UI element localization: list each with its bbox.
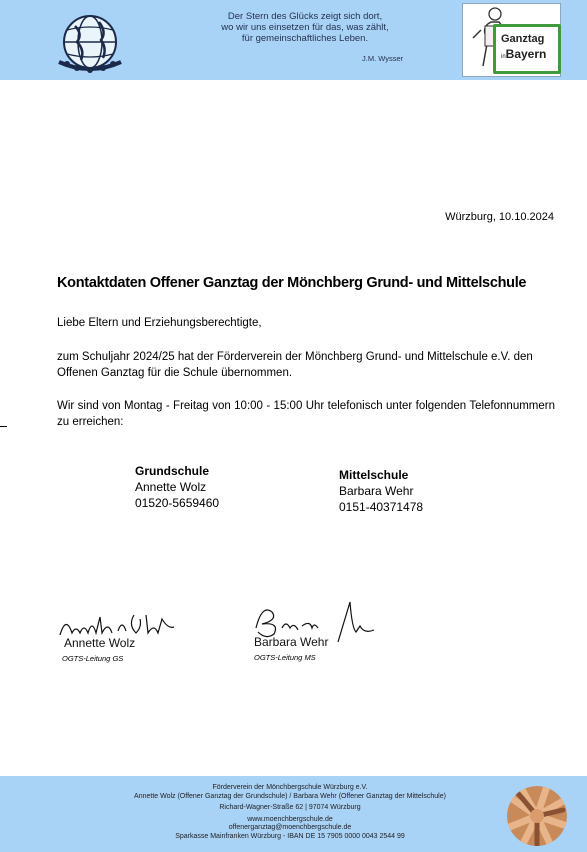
motto (170, 11, 440, 44)
signature-role: OGTS-Leitung MS (254, 653, 316, 662)
contact-grundschule (135, 463, 219, 511)
footer-email: offenerganztag@moenchbergschule.de (228, 824, 352, 831)
signature-name: Barbara Wehr (254, 635, 329, 649)
motto-line: für gemeinschaftliches Leben. (241, 33, 369, 44)
motto-author: J.M. Wysser (362, 54, 404, 63)
paragraph-intro: zum Schuljahr 2024/25 hat der Förderverein der Mönchberg Grund- und Mittelschule e.V. den Offenen Ganztag für die Schule übernommen. (57, 351, 533, 379)
logo-text-bayern-word: Bayern (505, 47, 547, 61)
footer-org: Förderverein der Mönchbergschule Würzburg e.V. (212, 784, 368, 791)
contact-name: Annette Wolz (135, 480, 207, 494)
letter-title: Kontaktdaten Offener Ganztag der Mönchberg Grund- und Mittelschule (57, 275, 527, 291)
motto-line: wo wir uns einsetzen für das, was zählt, (221, 22, 389, 33)
signature-role: OGTS-Leitung GS (62, 654, 124, 663)
paragraph-hours: Wir sind von Montag - Freitag von 10:00 - 15:00 Uhr telefonisch unter folgenden Telefonnummern zu erreichen: (57, 400, 555, 428)
contact-heading: Grundschule (135, 464, 210, 478)
letter-date: Würzburg, 10.10.2024 (445, 211, 554, 223)
ganztag-bayern-logo (462, 3, 561, 77)
logo-text-in: in (501, 54, 506, 60)
letterhead (0, 0, 587, 80)
globe-logo (55, 12, 125, 74)
signature-name: Annette Wolz (64, 636, 136, 650)
signature-block-gs (58, 605, 188, 675)
contact-heading: Mittelschule (339, 468, 409, 482)
hands-photo (507, 786, 567, 846)
salutation: Liebe Eltern und Erziehungsberechtigte, (57, 317, 262, 329)
footer-bank: Sparkasse Mainfranken Würzburg - IBAN DE 15 7905 0000 0043 2544 99 (175, 832, 405, 840)
contact-name: Barbara Wehr (339, 484, 414, 498)
contact-phone: 01520-5659460 (135, 496, 220, 510)
footer-website: www.moenchbergschule.de (247, 815, 333, 823)
contact-mittelschule (339, 467, 423, 515)
signature-block-ms (252, 598, 382, 668)
footer (0, 776, 587, 852)
logo-text-bayern (501, 47, 546, 61)
fold-mark (0, 426, 7, 427)
footer-address: Richard-Wagner-Straße 62 | 97074 Würzburg (219, 804, 361, 811)
motto-line: Der Stern des Glücks zeigt sich dort, (227, 11, 383, 22)
contact-phone: 0151-40371478 (339, 500, 424, 514)
footer-text (80, 784, 500, 841)
footer-contacts: Annette Wolz (Offener Ganztag der Grundschule) / Barbara Wehr (Offener Ganztag der Mittelschule) (134, 792, 446, 800)
logo-text-ganztag: Ganztag (501, 33, 545, 45)
